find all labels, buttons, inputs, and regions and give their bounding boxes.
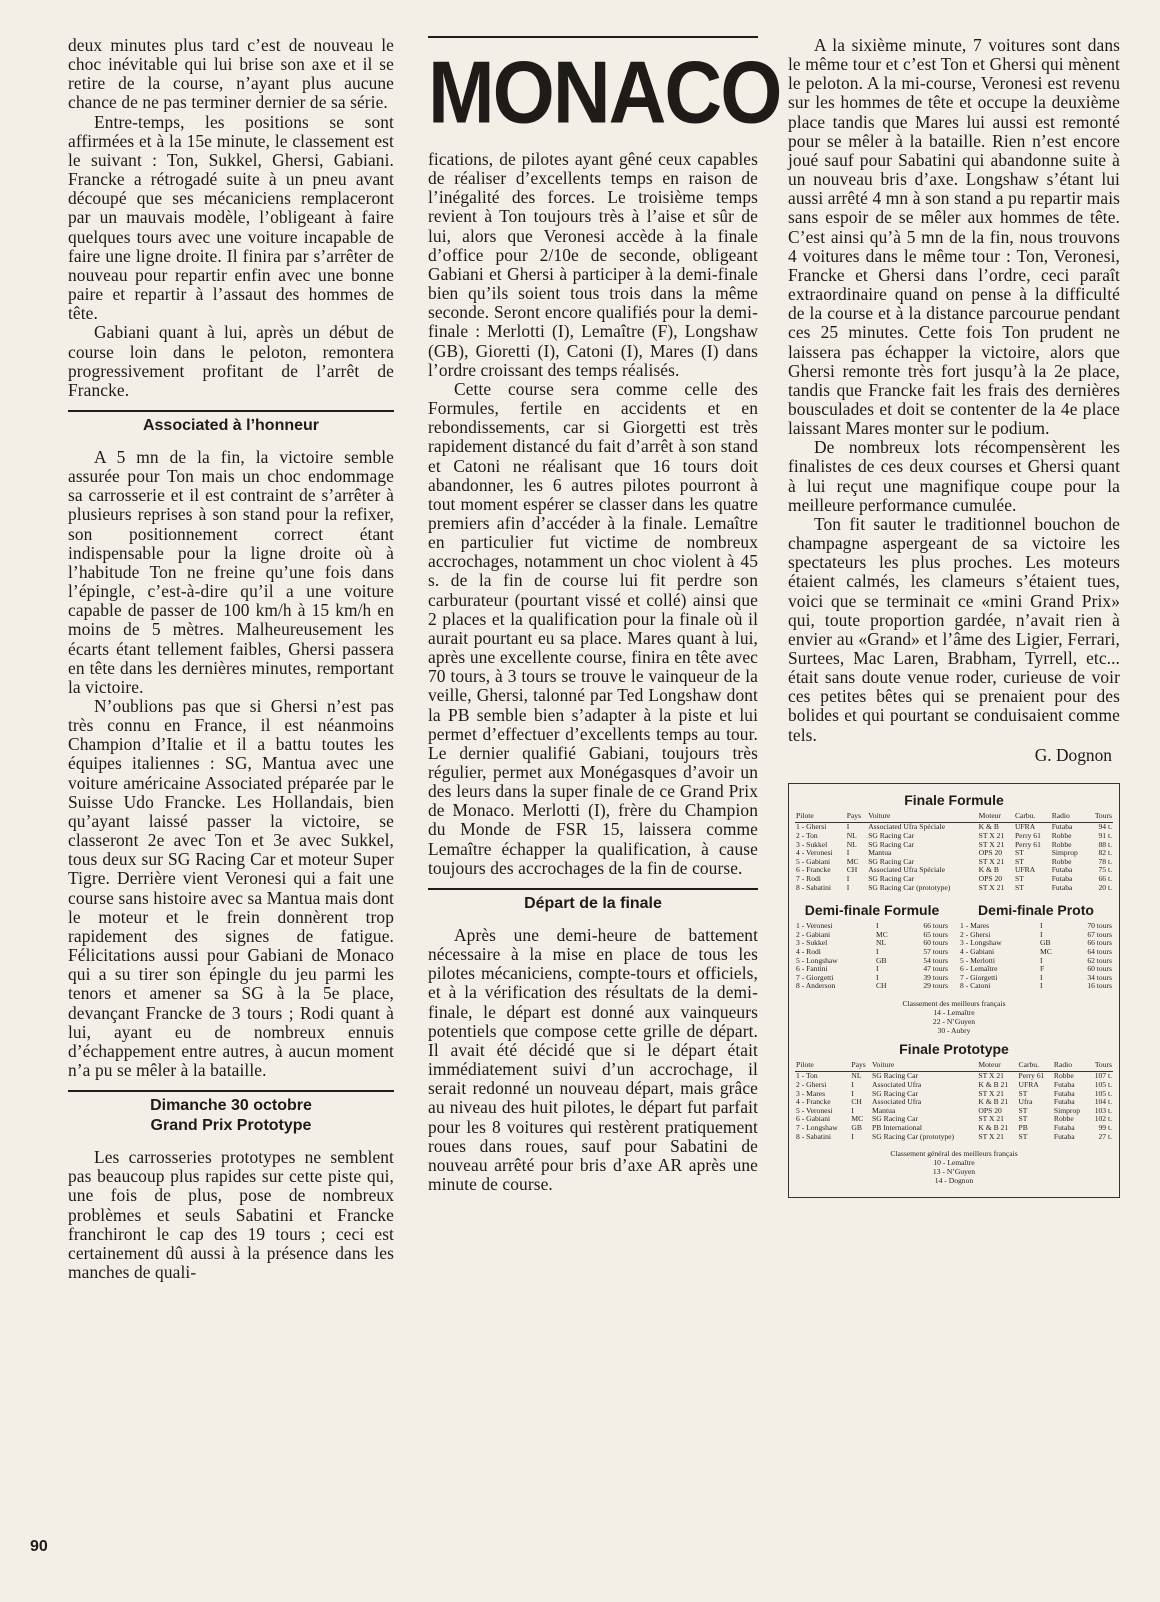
table-cell: NL <box>851 1071 862 1081</box>
page-title: MONACO <box>428 43 781 142</box>
section-heading: Départ de la finale <box>428 888 758 920</box>
table-cell: 8 - Sabatini <box>796 1131 832 1141</box>
results-table-finale-proto <box>795 1061 1113 1141</box>
table-row <box>959 982 1113 991</box>
table-cell: 34 tours <box>1087 972 1112 982</box>
table-cell: I <box>875 964 879 974</box>
table-cell: ST X 21 <box>978 830 1005 840</box>
table-cell: 4 - Gabiani <box>960 946 995 956</box>
classement-general-francais <box>795 1149 1113 1185</box>
column-3 <box>788 36 1120 1198</box>
table-cell: UFRA <box>1014 822 1036 832</box>
table-cell: I <box>846 873 850 883</box>
table-cell: SG Racing Car (prototype) <box>868 882 951 892</box>
table-cell: 5 - Merlotti <box>960 955 996 965</box>
table-cell: 8 - Anderson <box>796 981 836 991</box>
table-cell: GB <box>851 1123 862 1133</box>
table-cell: Robbe <box>1051 830 1072 840</box>
table-cell: 2 - Ghersi <box>796 1080 827 1090</box>
table-cell: 66 tours <box>1087 938 1112 948</box>
table-cell: 7 - Rodi <box>796 873 821 883</box>
table-cell: 60 tours <box>923 938 948 948</box>
classement-line: 14 - Dognon <box>934 1176 974 1186</box>
table-cell: ST X 21 <box>978 856 1005 866</box>
classement-line: 13 - N’Guyen <box>932 1167 976 1177</box>
table-cell: 78 t. <box>1098 856 1112 866</box>
table-cell: 1 - Ghersi <box>796 822 827 832</box>
column-1 <box>68 36 394 1282</box>
table-header: Pilote <box>795 812 846 823</box>
table-cell: I <box>851 1131 854 1141</box>
table-header: Moteur <box>978 812 1014 823</box>
table-cell: GB <box>875 955 887 965</box>
table-cell: I <box>1039 981 1043 991</box>
table-cell: Futaba <box>1053 1123 1075 1133</box>
table-cell: 57 tours <box>923 946 948 956</box>
table-cell: 2 - Gabiani <box>796 929 831 939</box>
classement-line: 14 - Lemaître <box>933 1007 975 1017</box>
table-cell: CH <box>851 1097 862 1107</box>
table-cell: SG Racing Car <box>868 830 915 840</box>
table-header: Pilote <box>795 1061 850 1072</box>
table-cell: 20 t. <box>1098 882 1112 892</box>
table-cell: Futaba <box>1051 882 1073 892</box>
table-cell: 4 - Veronesi <box>796 848 833 858</box>
table-cell: SG Racing Car <box>868 856 915 866</box>
table-cell: Perry 61 <box>1014 839 1041 849</box>
table-cell: ST <box>1018 1131 1028 1141</box>
table-cell: 64 tours <box>1087 946 1112 956</box>
table-cell: UFRA <box>1014 865 1036 875</box>
table-cell: 105 t. <box>1094 1088 1112 1098</box>
section-heading <box>68 1090 394 1142</box>
table-row <box>795 884 1113 893</box>
table-cell: 3 - Longshaw <box>960 938 1002 948</box>
table-header: Radio <box>1053 1061 1089 1072</box>
classement-title: Classement général des meilleurs français <box>890 1149 1018 1159</box>
table-cell: ST <box>1014 882 1024 892</box>
table-cell: 1 - Ton <box>796 1071 818 1081</box>
table-cell: Mantua <box>872 1105 896 1115</box>
table-cell: Mantua <box>868 848 892 858</box>
table-cell: 107 t. <box>1094 1071 1112 1081</box>
table-header: Voiture <box>871 1061 977 1072</box>
table-cell: 8 - Sabatini <box>796 882 832 892</box>
table-cell: ST X 21 <box>978 1071 1004 1081</box>
demi-finale-formule <box>795 898 949 991</box>
table-cell: I <box>1039 972 1043 982</box>
table-cell: K & B 21 <box>978 1097 1009 1107</box>
table-header: Voiture <box>867 812 977 823</box>
table-cell: ST <box>1014 856 1024 866</box>
table-cell: 8 - Catoni <box>960 981 991 991</box>
table-cell: CH <box>846 865 858 875</box>
table-cell: Associated Ufra Spéciale <box>868 865 945 875</box>
table-cell: 7 - Giorgetti <box>960 972 998 982</box>
table-header: Radio <box>1051 812 1088 823</box>
table-cell: 54 tours <box>923 955 948 965</box>
table-cell: I <box>1039 921 1043 931</box>
table-cell: 91 t. <box>1098 830 1112 840</box>
table-cell: SG Racing Car <box>868 873 915 883</box>
table-cell: Robbe <box>1051 856 1072 866</box>
table-cell: 6 - Fantini <box>796 964 828 974</box>
results-title-finale-formule: Finale Formule <box>904 791 1004 808</box>
table-cell: I <box>1039 929 1043 939</box>
author-signature: G. Dognon <box>1034 744 1112 765</box>
table-cell: I <box>851 1088 854 1098</box>
table-cell: MC <box>875 929 888 939</box>
table-cell: Simprop <box>1053 1105 1081 1115</box>
paragraph: De nombreux lots récompensèrent les finalistes de ces deux courses et Ghersi quant à lui reçut une magnifique coupe pour la meilleure performance cumulée. <box>788 437 1120 515</box>
table-cell: CH <box>875 981 887 991</box>
section-heading: Associated à l’honneur <box>68 410 394 442</box>
table-cell: K & B 21 <box>978 1080 1009 1090</box>
table-cell: 102 t. <box>1094 1114 1112 1124</box>
table-cell: SG Racing Car <box>872 1088 919 1098</box>
table-cell: SG Racing Car <box>872 1114 919 1124</box>
section-heading-line: Dimanche 30 octobre <box>150 1097 312 1115</box>
table-cell: PB International <box>872 1123 923 1133</box>
table-cell: OPS 20 <box>978 848 1003 858</box>
table-cell: 94 t. <box>1098 822 1112 832</box>
table-cell: 65 tours <box>923 929 948 939</box>
table-header: Moteur <box>977 1061 1017 1072</box>
table-cell: 6 - Francke <box>796 865 831 875</box>
table-cell: 66 t. <box>1098 873 1112 883</box>
paragraph: Entre-temps, les positions se sont affirmées et à la 15e minute, le classement est le suivant : Ton, Sukkel, Ghersi, Gabiani. Francke a rétrogadé suite à un pneu avant découpé que ses mécaniciens remplaceront par un mauvais modèle, l’obligeant à faire quelques tours avec une voiture incapable de faire une ligne droite. Il finira par s’arrêter de nouveau pour repartir enfin avec une bonne paire et repartir à l’assaut des hommes de tête. <box>68 111 394 324</box>
table-cell: OPS 20 <box>978 1105 1002 1115</box>
table-cell: 1 - Veronesi <box>796 921 833 931</box>
table-cell: I <box>875 921 879 931</box>
table-cell: 105 t. <box>1094 1080 1112 1090</box>
table-cell: Simprop <box>1051 848 1078 858</box>
table-cell: 7 - Longshaw <box>796 1123 838 1133</box>
demi-finales <box>795 898 1113 991</box>
results-title-demi-proto: Demi-finale Proto <box>978 902 1094 919</box>
results-box <box>788 783 1120 1198</box>
table-cell: 29 tours <box>923 981 948 991</box>
section-heading-line: Grand Prix Prototype <box>150 1117 312 1135</box>
table-cell: 2 - Ghersi <box>960 929 991 939</box>
table-row <box>795 1133 1113 1142</box>
results-title-finale-proto: Finale Prototype <box>899 1040 1009 1057</box>
table-cell: MC <box>846 856 859 866</box>
table-cell: UFRA <box>1018 1080 1039 1090</box>
results-table-finale-formule <box>795 812 1113 892</box>
table-cell: NL <box>875 938 887 948</box>
table-cell: ST <box>1014 873 1024 883</box>
table-cell: 6 - Gabiani <box>796 1114 831 1124</box>
page-number: 90 <box>30 1538 48 1555</box>
table-cell: Futaba <box>1053 1097 1075 1107</box>
table-cell: 2 - Ton <box>796 830 818 840</box>
table-cell: 4 - Rodi <box>796 946 821 956</box>
table-cell: 5 - Longshaw <box>796 955 838 965</box>
table-cell: Robbe <box>1053 1114 1074 1124</box>
table-cell: 3 - Sukkel <box>796 938 828 948</box>
table-header: Carbu. <box>1014 812 1051 823</box>
table-cell: Perry 61 <box>1014 830 1041 840</box>
paragraph: Après une demi-heure de battement nécessaire à la mise en place de tous les pilotes mécaniciens, compte-tours et officiels, et à la vérification des résultats de la demi-finale, le départ est donné aux vainqueurs potentiels que compose cette grille de départ. Il avait été décidé que si le départ était immédiatement suivi d’un accrochage, il serait redonné un nouveau départ, mais grâce au niveau des huit pilotes, le départ fut parfait pour les 8 voitures qui restèrent pratiquement roues dans roues, sauf pour Sabatini de nouveau arrêté pour bris d’axe AR après une minute de course. <box>428 924 758 1194</box>
classement-title: Classement des meilleurs français <box>902 998 1006 1008</box>
classement-line: 22 - N’Guyen <box>932 1016 976 1026</box>
table-cell: 5 - Veronesi <box>796 1105 833 1115</box>
table-cell: F <box>1039 964 1045 974</box>
table-cell: ST <box>1018 1105 1028 1115</box>
paragraph: Gabiani quant à lui, après un début de course loin dans le peloton, remontera progressivement profitant de l’arrêt de Francke. <box>68 322 394 400</box>
classement-francais <box>795 999 1113 1035</box>
table-cell: 1 - Mares <box>960 921 990 931</box>
table-cell: Futaba <box>1051 865 1073 875</box>
table-cell: 7 - Giorgetti <box>796 972 834 982</box>
table-cell: 39 tours <box>923 972 948 982</box>
table-cell: ST X 21 <box>978 1131 1004 1141</box>
table-cell: MC <box>1039 946 1052 956</box>
table-header: Pays <box>850 1061 871 1072</box>
table-cell: 60 tours <box>1087 964 1112 974</box>
results-title-demi-formule: Demi-finale Formule <box>804 902 940 919</box>
table-cell: Associated Ufra Spéciale <box>868 822 945 832</box>
table-cell: SG Racing Car <box>868 839 915 849</box>
table-cell: I <box>846 848 850 858</box>
table-cell: 103 t. <box>1094 1105 1112 1115</box>
table-cell: Robbe <box>1051 839 1072 849</box>
table-cell: 66 tours <box>923 921 948 931</box>
table-cell: MC <box>851 1114 864 1124</box>
table-cell: SG Racing Car (prototype) <box>872 1131 955 1141</box>
paragraph: Cette course sera comme celle des Formules, fertile en accidents et en rebondissements, car si Giorgetti est très rapidement distancé du fait d’arrêt à son stand et Catoni ne réalisant que 16 tours doit abandonner, les 6 autres pilotes pourront à tout moment espérer se classer dans les quatre premiers afin d’accéder à la finale. Lemaître en particulier fut victime de nombreux accrochages, notamment un choc violent à 45 s. de la fin de course lui fit perdre son carburateur (pourtant vissé et collé) ainsi que 2 places et la qualification pour la finale où il aurait pourtant eu sa place. Mares quant à lui, après une excellente course, finira en tête avec 70 tours, à 3 tours se trouve le vainqueur de la veille, Ghersi, talonné par Ted Longshaw dont la PB semble bien s’adapter à la piste et lui permet d’effectuer d’excellents temps au tour. Le dernier qualifié Gabiani, toujours très régulier, permet aux Monégasques d’avoir un des leurs dans la super finale de ce Grand Prix de Monaco. Merlotti (I), frère du Champion du Monde de FSR 15, laissera comme Lemaître échapper la qualification, à cause toujours des accrochages de la fin de course. <box>428 378 758 878</box>
table-cell: 75 t. <box>1098 865 1112 875</box>
paragraph: A la sixième minute, 7 voitures sont dans le même tour et c’est Ton et Ghersi qui mènent le peloton. A la mi-course, Veronesi est revenu sur les hommes de tête et occupe la deuxième place tandis que Mares lui aussi est remonté pour se mêler à la bataille. Rien n’est encore joué sauf pour Sabatini qui abandonne suite à un nouveau bris d’axe. Longshaw s’étant lui aussi arrêté 4 mn à son stand a pu repartir mais sans espoir de se mêler aux hommes de tête. C’est ainsi qu’à 5 mn de la fin, nous trouvons 4 voitures dans le même tour : Ton, Veronesi, Francke et Ghersi dans l’ordre, ceci paraît extraordinaire quand on pense à la difficulté de la course et à la distance parcourue pendant ces 25 minutes. Cette fois Ton prudent ne laissera pas échapper la victoire, alors que Ghersi remonte très fort jusqu’à la 2e place, tandis que Francke fait les frais des dernières bousculades et doit se contenter de la 4e place laissant Mares monter sur le podium. <box>788 35 1120 439</box>
table-cell: 3 - Sukkel <box>796 839 828 849</box>
results-table-demi-formule <box>795 922 949 991</box>
table-cell: Futaba <box>1053 1088 1075 1098</box>
column-2 <box>428 36 781 1194</box>
table-cell: 62 tours <box>1087 955 1112 965</box>
table-cell: 4 - Francke <box>796 1097 831 1107</box>
table-cell: 16 tours <box>1087 981 1112 991</box>
table-cell: 104 t. <box>1094 1097 1112 1107</box>
table-cell: I <box>846 882 850 892</box>
table-cell: NL <box>846 830 857 840</box>
table-cell: Futaba <box>1051 873 1073 883</box>
table-cell: I <box>846 822 850 832</box>
table-cell: 70 tours <box>1087 921 1112 931</box>
title-block <box>428 36 781 142</box>
table-header: Carbu. <box>1018 1061 1053 1072</box>
table-cell: I <box>875 972 879 982</box>
paragraph: Les carrosseries prototypes ne semblent pas beaucoup plus rapides sur cette piste qui, une fois de plus, pose de nombreux problèmes et seuls Sabatini et Francke franchiront le cap des 19 tours ; ceci est certainement dû aussi à la présence dans les manches de quali- <box>68 1147 394 1283</box>
table-cell: SG Racing Car <box>872 1071 919 1081</box>
table-cell: ST X 21 <box>978 1114 1004 1124</box>
table-cell: 27 t. <box>1098 1131 1112 1141</box>
paragraph: fications, de pilotes ayant gêné ceux capables de réaliser d’excellents temps en raison de l’inégalité des forces. Le troisième temps revient à Ton toujours très à l’aise et sûr de lui, alors que Veronesi accède à la finale d’office pour 2/10e de seconde, obligeant Gabiani et Ghersi à participer à la demi-finale bien qu’ils soient tous trois dans la même seconde. Seront encore qualifiés pour la demi-finale : Merlotti (I), Lemaître (F), Longshaw (GB), Gioretti (I), Catoni (I), Mares (I) dans l’ordre croissant des temps réalisés. <box>428 149 758 380</box>
table-cell: I <box>1039 955 1043 965</box>
demi-finale-proto <box>959 898 1113 991</box>
table-cell: I <box>875 946 879 956</box>
table-cell: Futaba <box>1053 1080 1075 1090</box>
table-cell: ST X 21 <box>978 839 1005 849</box>
paragraph: N’oublions pas que si Ghersi n’est pas très connu en France, il est néanmoins Champion d’Italie et il a battu toutes les équipes italiennes : SG, Mantua avec une voiture américaine Associated préparée par le Suisse Udo Francke. Les Hollandais, bien qu’ayant laissé passer la victoire, se classeront 2e avec Ton et 3e avec Sukkel, tous deux sur SG Racing Car et moteur Super Tigre. Derrière vient Veronesi qui a fait une course sans histoire avec sa Mantua mais dont le moteur et le frein donnèrent trop rapidement des signes de fatigue. Félicitations aussi pour Gabiani de Monaco qui a su tirer son épingle du jeu parmi les tenors et amener sa SG à la 5e place, devançant Francke de 3 tours ; Rodi quant à lui, ayant eu de nombreux ennuis d’échappement entre autres, à aucun moment n’a pu se mêler à la bataille. <box>68 696 394 1080</box>
table-cell: GB <box>1039 938 1051 948</box>
table-cell: 6 - Lemaître <box>960 964 998 974</box>
table-header: Tours <box>1088 812 1113 823</box>
table-cell: Ufra <box>1018 1097 1033 1107</box>
table-cell: 99 t. <box>1098 1123 1112 1133</box>
table-cell: 82 t. <box>1098 848 1112 858</box>
table-cell: Associated Ufra <box>872 1080 922 1090</box>
table-cell: K & B 21 <box>978 1123 1009 1133</box>
table-cell: Associated Ufra <box>872 1097 922 1107</box>
table-cell: 88 t. <box>1098 839 1112 849</box>
table-header: Pays <box>846 812 868 823</box>
table-cell: OPS 20 <box>978 873 1003 883</box>
table-cell: PB <box>1018 1123 1028 1133</box>
paragraph: deux minutes plus tard c’est de nouveau le choc inévitable qui lui brise son axe et il se retire de la course, n’ayant plus aucune chance de ne pas terminer dernier de sa série. <box>68 35 394 113</box>
table-cell: K & B <box>978 865 999 875</box>
table-cell: Futaba <box>1051 822 1073 832</box>
table-cell: I <box>851 1080 854 1090</box>
table-header: Tours <box>1089 1061 1113 1072</box>
table-row <box>795 982 949 991</box>
table-cell: K & B <box>978 822 999 832</box>
table-cell: I <box>851 1105 854 1115</box>
table-cell: 5 - Gabiani <box>796 856 831 866</box>
table-cell: ST X 21 <box>978 1088 1004 1098</box>
table-cell: ST <box>1018 1114 1028 1124</box>
table-cell: 67 tours <box>1087 929 1112 939</box>
classement-line: 30 - Aubry <box>937 1025 971 1035</box>
paragraph: A 5 mn de la fin, la victoire semble assurée pour Ton mais un choc endommage sa carrosserie et il est contraint de s’arrêter à plusieurs reprises à son stand pour la refixer, son positionnement correct étant indispensable pour la ligne droite où à l’habitude Ton ne freine qu’une fois dans l’épingle, c’est-à-dire qu’il a une voiture capable de passer de 100 km/h à 15 km/h en moins de 5 mètres. Malheureusement les écarts étant tellement faibles, Ghersi passera en tête dans les dernières minutes, remportant la victoire. <box>68 446 394 697</box>
table-cell: 3 - Mares <box>796 1088 826 1098</box>
results-table-demi-proto <box>959 922 1113 991</box>
paragraph: Ton fit sauter le traditionnel bouchon de champagne aspergeant de sa victoire les spectateurs les plus proches. Les moteurs étaient calmés, les clameurs s’étaient tues, voici que se terminait ce «mini Grand Prix» qui, toute proportion gardée, n’avait rien à envier au «Grand» et l’âme des Ligier, Ferrari, Surtees, Mac Laren, Brabham, Tyrrell, etc... était sans doute venue roder, curieuse de voir ces petites bêtes qui se prenaient pour des bolides et qui pourtant se conduisaient comme tels. <box>788 513 1120 745</box>
table-cell: ST X 21 <box>978 882 1005 892</box>
table-cell: ST <box>1014 848 1024 858</box>
table-cell: Futaba <box>1053 1131 1075 1141</box>
table-cell: Robbe <box>1053 1071 1074 1081</box>
classement-line: 10 - Lemaître <box>933 1158 975 1168</box>
table-cell: NL <box>846 839 857 849</box>
table-cell: 47 tours <box>923 964 948 974</box>
table-cell: ST <box>1018 1088 1028 1098</box>
table-cell: Perry 61 <box>1018 1071 1045 1081</box>
